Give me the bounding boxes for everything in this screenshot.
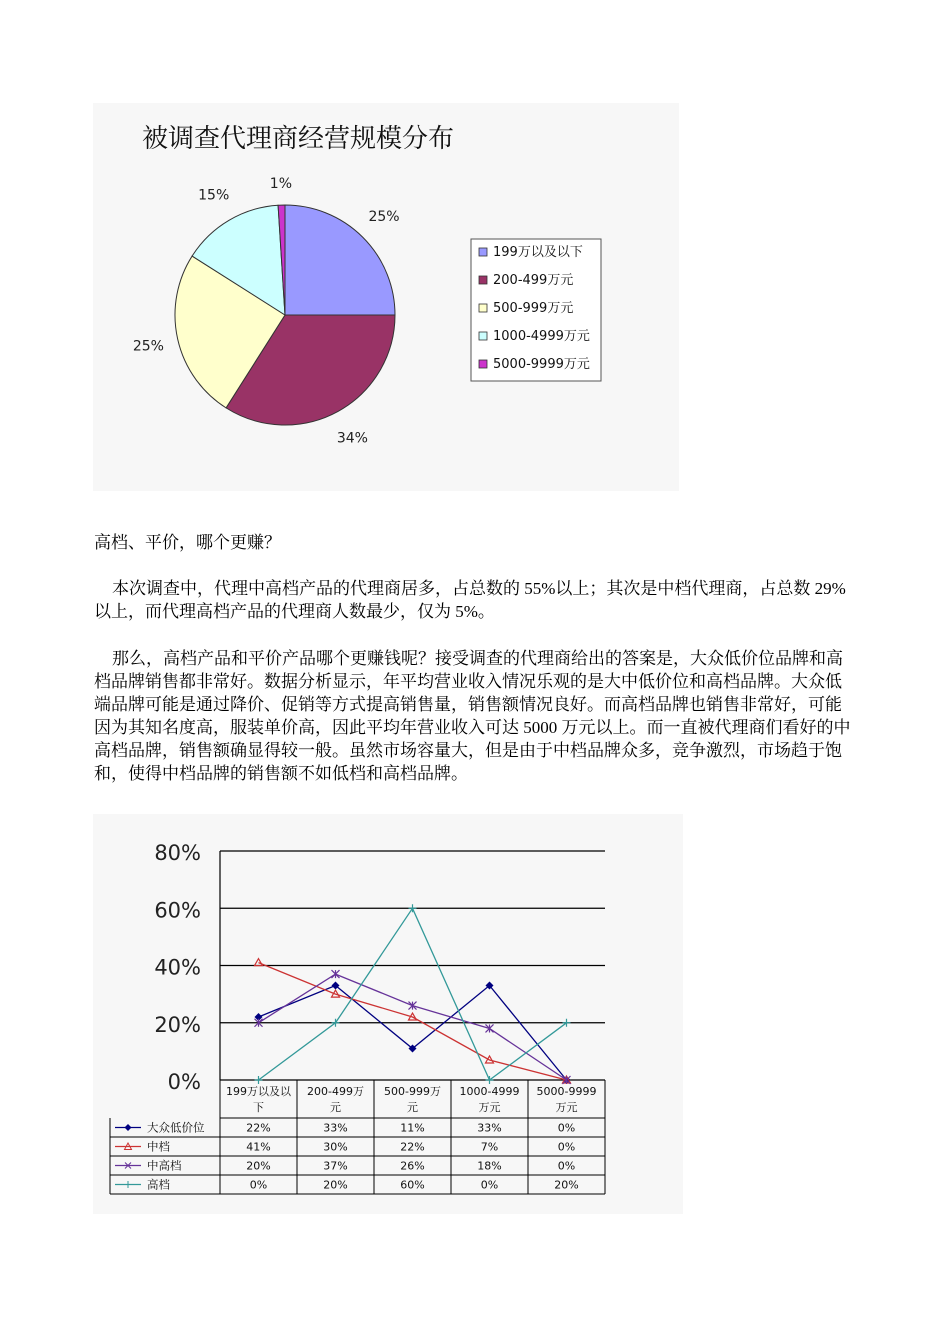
data-point: [409, 1002, 417, 1010]
pie-data-label: 25%: [368, 209, 400, 225]
series-name: 中档: [147, 1139, 170, 1154]
section-heading: 高档、平价，哪个更赚？: [94, 533, 281, 552]
table-cell: 60%: [400, 1178, 425, 1192]
pie-chart-title: 被调查代理商经营规模分布: [142, 124, 455, 154]
table-cell: 26%: [400, 1159, 425, 1173]
table-cell: 0%: [249, 1178, 268, 1192]
category-label: 5000-9999 万元: [536, 1085, 597, 1114]
table-cell: 41%: [246, 1140, 271, 1154]
series-line: [259, 963, 567, 1080]
line-chart-svg: [93, 814, 683, 1214]
table-cell: 0%: [557, 1140, 576, 1154]
category-label: 500-999万元: [384, 1085, 441, 1114]
series-name: 大众低价位: [147, 1120, 205, 1135]
pie-data-label: 1%: [269, 176, 293, 193]
legend-swatch: [479, 304, 487, 312]
series-line: [259, 986, 567, 1081]
y-tick-label: 40%: [154, 955, 201, 980]
series-name: 高档: [147, 1177, 170, 1192]
table-cell: 18%: [477, 1159, 502, 1173]
table-cell: 0%: [557, 1121, 576, 1135]
category-label: 199万以及以下: [226, 1085, 291, 1114]
y-tick-label: 80%: [154, 841, 201, 865]
y-tick-label: 60%: [154, 898, 201, 923]
pie-chart-figure: [93, 103, 679, 491]
table-cell: 33%: [323, 1121, 348, 1135]
legend-key-marker: [125, 1124, 132, 1131]
legend-swatch: [479, 248, 487, 256]
table-cell: 20%: [554, 1178, 579, 1192]
table-cell: 22%: [400, 1140, 425, 1154]
data-point: [409, 904, 417, 912]
table-cell: 22%: [246, 1121, 271, 1135]
pie-data-label: 25%: [132, 338, 164, 355]
legend-entry: 200-499万元: [493, 273, 574, 288]
pie-data-label: 15%: [198, 187, 230, 204]
y-tick-label: 20%: [154, 1012, 201, 1037]
table-cell: 0%: [480, 1178, 499, 1192]
series-name: 中高档: [147, 1158, 182, 1173]
pie-chart-svg: [93, 103, 679, 491]
data-point: [486, 1024, 494, 1032]
paragraph-2: 那么，高档产品和平价产品哪个更赚钱呢？接受调查的代理商给出的答案是，大众低价位品牌和高档品牌销售都非常好。数据分析显示，年平均营业收入情况乐观的是大中低价位和高档品牌。大众低端品牌可能是通过降价、促销等方式提高销售量，销售额情况良好。而高档品牌也销售非常好，可能因为其知名度高，服装单价高，因此平均年营业收入可达 5000 万元以上。而一直被代理商们看好的中高档品牌，销售额确显得较一般。虽然市场容量大，但是由于中档品牌众多，竞争激烈，市场趋于饱和，使得中档品牌的销售额不如低档和高档品牌。: [94, 649, 851, 783]
data-point: [332, 970, 340, 978]
line-chart-figure: [93, 814, 683, 1214]
category-label: 1000-4999 万元: [459, 1085, 520, 1114]
legend-entry: 500-999万元: [493, 301, 574, 316]
legend-entry: 199万以及以下: [493, 245, 583, 260]
table-cell: 30%: [323, 1140, 348, 1154]
legend-entry: 1000-4999万元: [493, 329, 590, 344]
table-cell: 20%: [323, 1178, 348, 1192]
table-cell: 11%: [400, 1121, 425, 1135]
y-tick-label: 0%: [167, 1070, 201, 1094]
data-point: [255, 959, 263, 966]
pie-data-label: 34%: [336, 430, 368, 447]
table-cell: 20%: [246, 1159, 271, 1173]
legend-swatch: [479, 360, 487, 368]
paragraph-1: 本次调查中，代理中高档产品的代理商居多，占总数的 55%以上；其次是中档代理商，占总数 29%以上，而代理高档产品的代理商人数最少，仅为 5%。: [94, 579, 846, 621]
table-cell: 7%: [480, 1140, 499, 1154]
table-cell: 37%: [323, 1159, 348, 1173]
table-cell: 33%: [477, 1121, 502, 1135]
category-label: 200-499万元: [307, 1085, 364, 1114]
series-line: [259, 974, 567, 1080]
legend-swatch: [479, 332, 487, 340]
legend-entry: 5000-9999万元: [493, 357, 590, 372]
table-cell: 0%: [557, 1159, 576, 1173]
legend-swatch: [479, 276, 487, 284]
